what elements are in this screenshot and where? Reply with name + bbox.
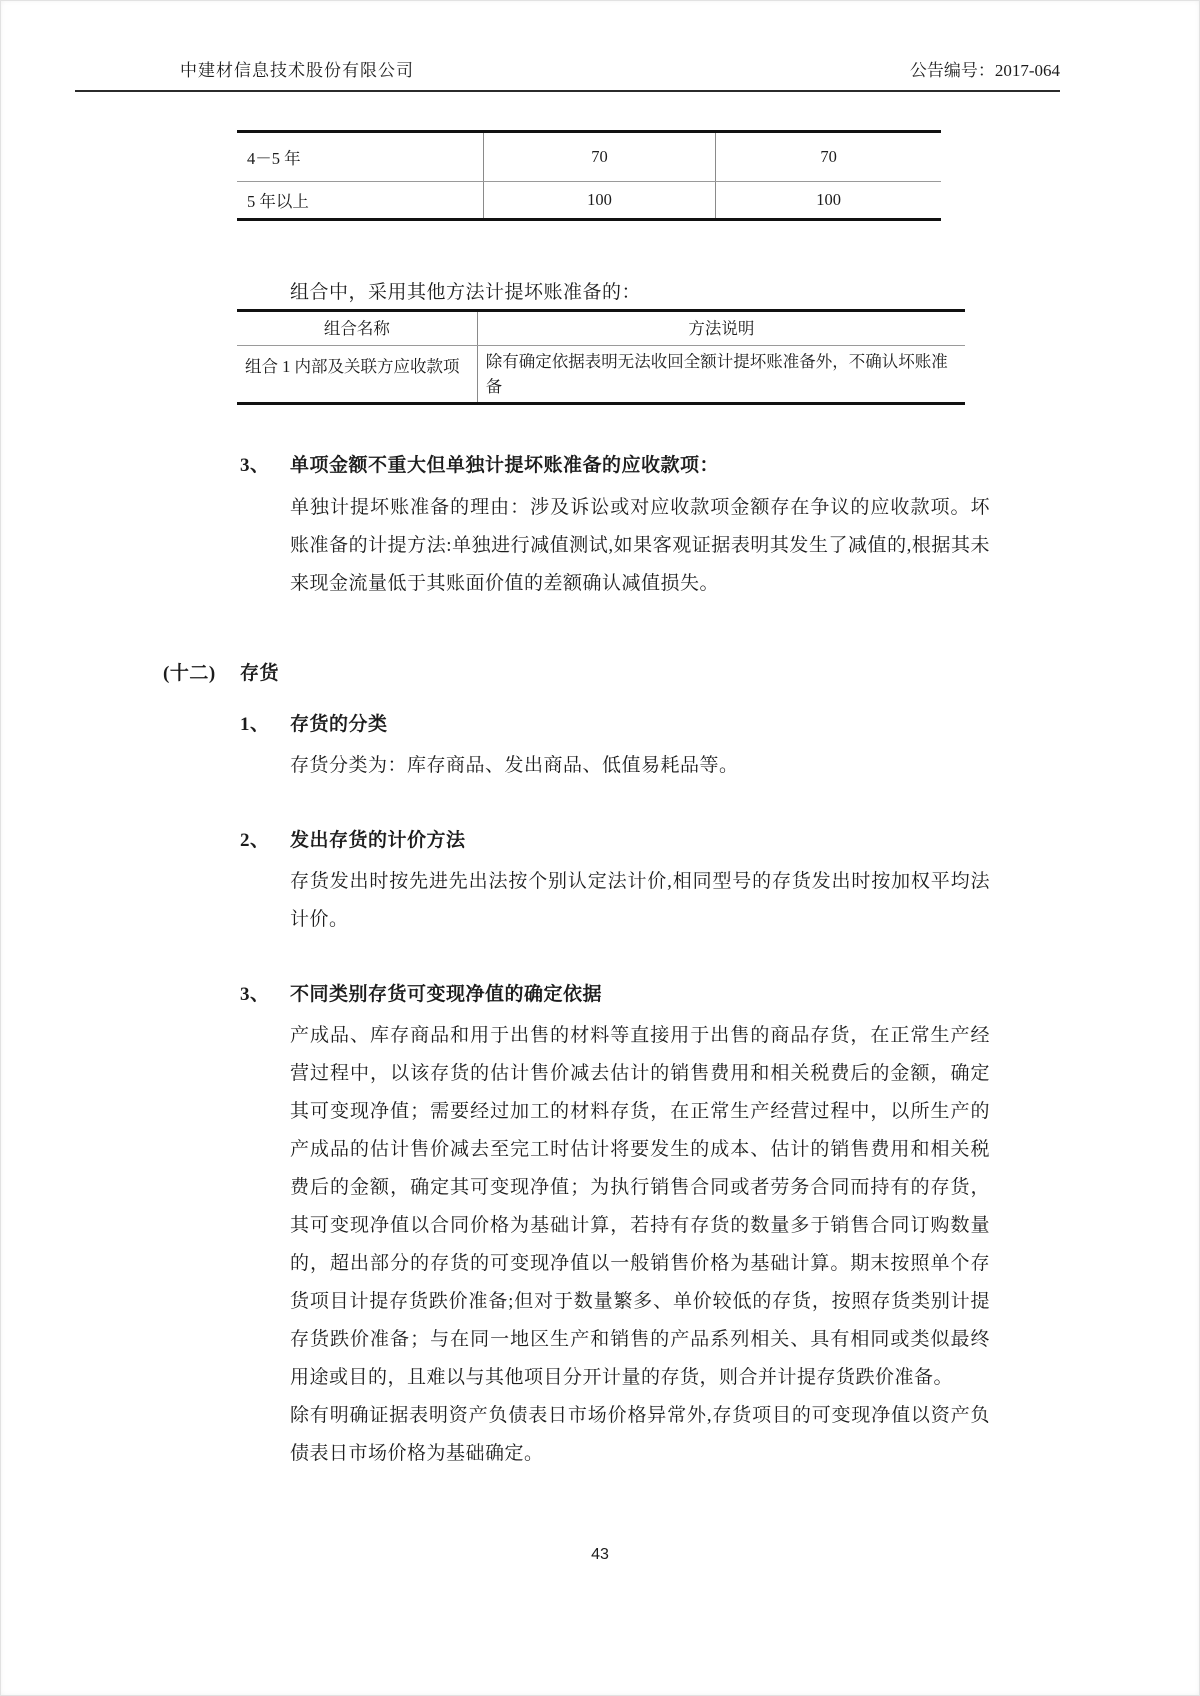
- section3-heading: [0, 451, 1200, 481]
- subsection1-title: 存货的分类: [290, 714, 388, 735]
- subsection1-number: 1、: [240, 714, 270, 735]
- subsection3-title: 不同类别存货可变现净值的确定依据: [290, 984, 603, 1005]
- section3-number: 3、: [240, 455, 270, 476]
- section12-heading: [0, 659, 1200, 689]
- table-header-row: [237, 311, 965, 346]
- subsection1-heading: [0, 710, 1200, 740]
- column-header-method: 方法说明: [477, 311, 965, 346]
- section3-body: 单独计提坏账准备的理由：涉及诉讼或对应收款项金额存在争议的应收款项。坏账准备的计提方法:单独进行减值测试,如果客观证据表明其发生了减值的,根据其未来现金流量低于其账面价值的差额确认减值损失。: [290, 497, 990, 594]
- announcement-number: 公告编号：2017-064: [909, 61, 1060, 80]
- subsection3-body-2: 除有明确证据表明资产负债表日市场价格异常外,存货项目的可变现净值以资产负债表日市场价格为基础确定。: [290, 1405, 990, 1464]
- combo-method-table: [237, 309, 965, 405]
- section12-number: (十二): [163, 663, 216, 684]
- combo-table-intro: 组合中，采用其他方法计提坏账准备的：: [290, 282, 642, 303]
- subsection2-number: 2、: [240, 830, 270, 851]
- table-row: [237, 182, 941, 220]
- aging-label: 5 年以上: [247, 192, 309, 211]
- table-row: [237, 132, 941, 182]
- subsection3-number: 3、: [240, 984, 270, 1005]
- subsection2-body: 存货发出时按先进先出法按个别认定法计价,相同型号的存货发出时按加权平均法计价。: [290, 871, 990, 930]
- subsection2-heading: [0, 826, 1200, 856]
- subsection3-body: 产成品、库存商品和用于出售的材料等直接用于出售的商品存货，在正常生产经营过程中，以该存货的估计售价减去估计的销售费用和相关税费后的金额，确定其可变现净值；需要经过加工的材料存货，在正常生产经营过程中，以所生产的产成品的估计售价减去至完工时估计将要发生的成本、估计的销售费用和相关税费后的金额，确定其可变现净值；为执行销售合同或者劳务合同而持有的存货，其可变现净值以合同价格为基础计算，若持有存货的数量多于销售合同订购数量的，超出部分的存货的可变现净值以一般销售价格为基础计算。期末按照单个存货项目计提存货跌价准备;但对于数量繁多、单价较低的存货，按照存货类别计提存货跌价准备；与在同一地区生产和销售的产品系列相关、具有相同或类似最终用途或目的，且难以与其他项目分开计量的存货，则合并计提存货跌价准备。: [290, 1025, 990, 1388]
- aging-value: 100: [483, 182, 715, 220]
- aging-value: 70: [716, 132, 941, 182]
- column-header-combo-name: 组合名称: [237, 311, 477, 346]
- aging-table: [237, 130, 941, 221]
- section3-title: 单项金额不重大但单独计提坏账准备的应收款项：: [290, 455, 720, 476]
- company-name: 中建材信息技术股份有限公司: [180, 61, 414, 80]
- aging-value: 70: [483, 132, 715, 182]
- aging-value: 100: [716, 182, 941, 220]
- section12-title: 存货: [240, 663, 280, 684]
- subsection1-body: 存货分类为：库存商品、发出商品、低值易耗品等。: [290, 755, 739, 776]
- page-number: 43: [591, 1546, 609, 1563]
- subsection2-title: 发出存货的计价方法: [290, 830, 466, 851]
- subsection3-heading: [0, 980, 1200, 1010]
- combo-method-cell: 除有确定依据表明无法收回全额计提坏账准备外，不确认坏账准备: [477, 346, 965, 404]
- page-header: [75, 56, 1060, 92]
- aging-label: 4－5 年: [237, 132, 483, 182]
- table-row: [237, 346, 965, 404]
- combo-name-cell: 组合 1 内部及关联方应收款项: [245, 357, 460, 376]
